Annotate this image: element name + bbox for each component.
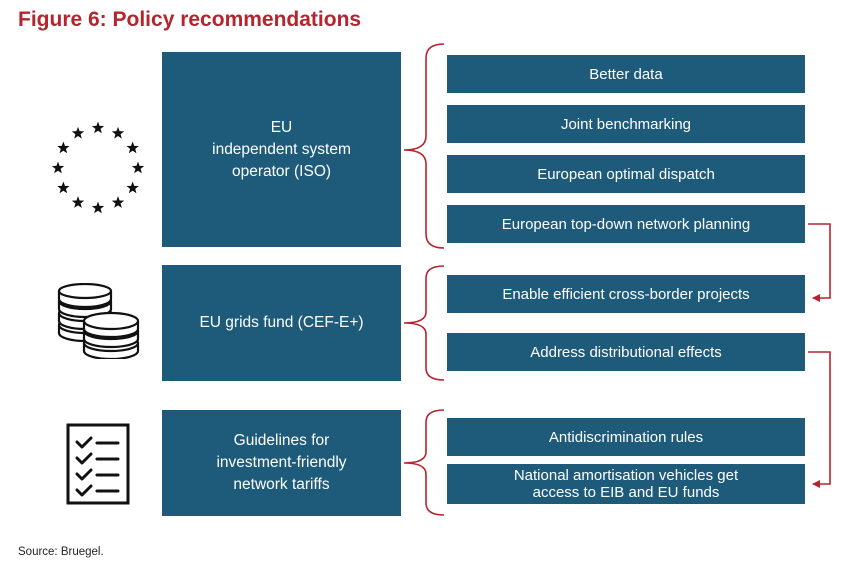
policy-line: operator (ISO) [231,162,332,180]
action-label: Address distributional effects [530,343,722,361]
action-label: Enable efficient cross-border projects [502,285,750,303]
action-label: access to EIB and EU funds [532,484,720,501]
action-label: Joint benchmarking [560,115,692,133]
action-label: European optimal dispatch [537,165,715,183]
arrow-planning-to-cross-border [808,224,830,298]
policy-line: EU [270,118,293,136]
policy-line: EU grids fund (CEF-E+) [199,314,364,331]
figure-title: Figure 6: Policy recommendations [18,8,362,31]
policy-line: network tariffs [233,476,330,493]
arrow-distributional-to-amortisation [808,352,830,484]
source-note: Source: Bruegel. [18,546,104,558]
action-label: European top-down network planning [501,215,751,233]
brace-eu-iso [404,44,444,248]
action-label: Better data [589,65,663,83]
brace-eu-grids-fund [404,266,444,380]
policy-line: independent system [212,140,351,158]
policy-line: Guidelines for [233,432,330,449]
policy-line: investment-friendly [216,454,347,471]
action-label: Antidiscrimination rules [548,428,704,446]
action-label: National amortisation vehicles get [513,467,739,484]
brace-tariff-guidelines [404,410,444,515]
